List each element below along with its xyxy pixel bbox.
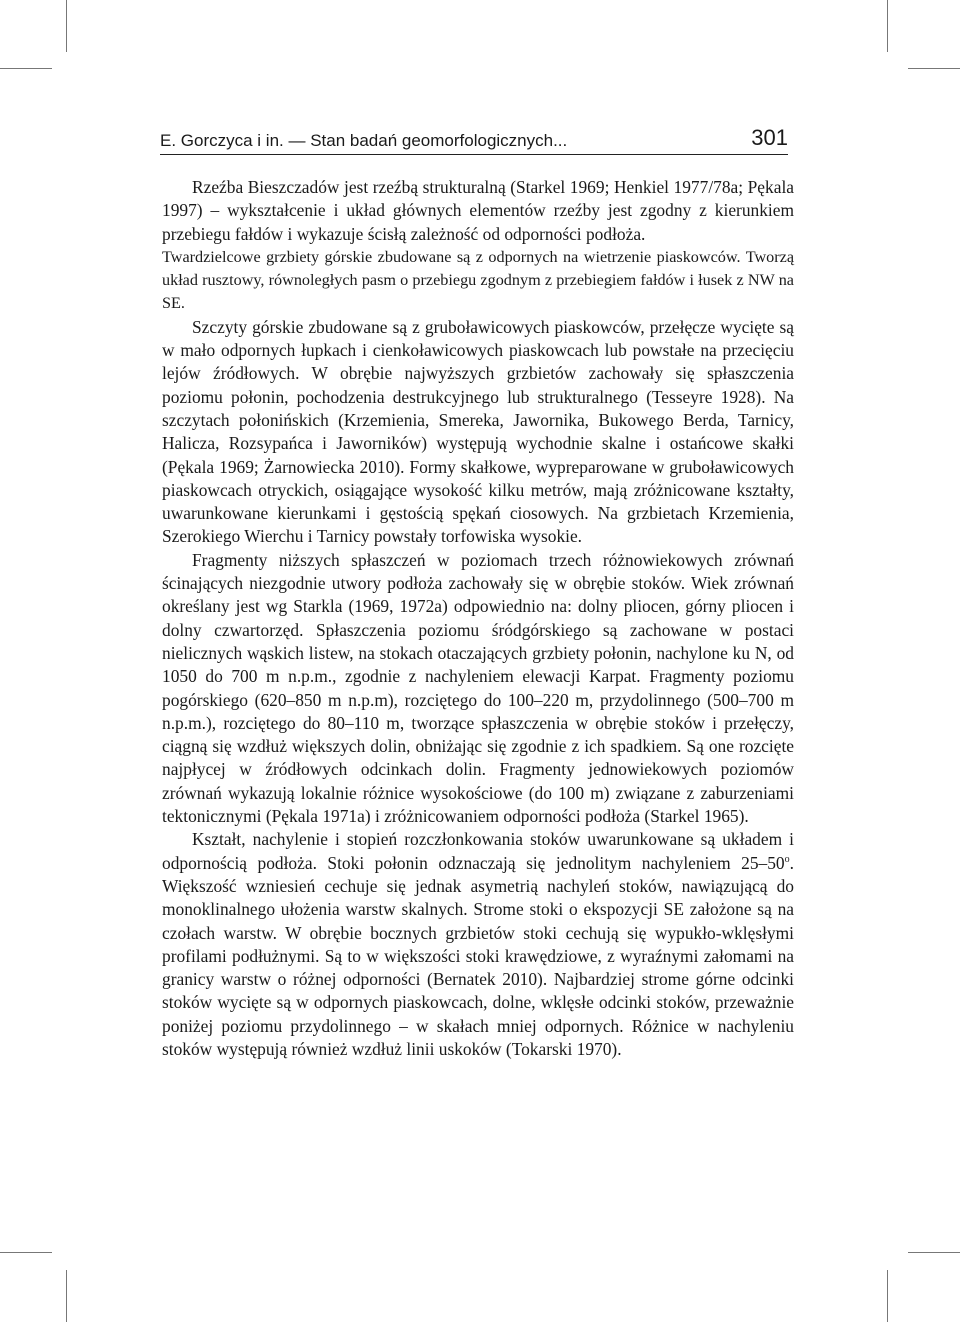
paragraph-1: Rzeźba Bieszczadów jest rzeźbą strukturalną (Starkel 1969; Henkiel 1977/78a; Pękala 1997) – wykształcenie i układ głównych elementów rzeźby jest zgodny z kierunkiem przebiegu fałdów i wykazuje ścisłą zależność od odporności podłoża.	[162, 177, 794, 244]
page-number: 301	[751, 125, 788, 150]
paragraph-2: Twardzielcowe grzbiety górskie zbudowane są z odpornych na wietrzenie piaskowców. Tworzą układ rusztowy, równoległych pasm o przebiegu zgodnym z przebiegiem fałdów i łusek z NW na SE.	[162, 247, 794, 313]
crop-mark-top-right-h	[908, 68, 960, 69]
crop-mark-top-left	[66, 0, 67, 52]
crop-mark-top-left-h	[0, 68, 52, 69]
paragraph-3: Szczyty górskie zbudowane są z gruboławicowych piaskowców, przełęcze wycięte są w mało odpornych łupkach i cienkoławicowych piaskowcach lub powstałe na przecięciu lejów źródłowych. W obrębie najwyższych grzbietów zachowały się spłaszczenia poziomu połonin, pochodzenia destrukcyjnego lub strukturalnego (Tesseyre 1928). Na szczytach połonińskich (Krzemienia, Smereka, Jawornika, Bukowego Berda, Tarnicy, Halicza, Rozsypańca i Jaworników) występują wychodnie skalne i ostańcowe skałki (Pękala 1969; Żarnowiecka 2010). Formy skałkowe, wypreparowane w gruboławicowych piaskowcach otryckich, osiągające wysokość kilku metrów, mają zróżnicowane kształty, uwarunkowane kierunkami i gęstością spękań ciosowych. Na grzbietach Krzemienia, Szerokiego Wierchu i Tarnicy powstały torfowiska wysokie.	[162, 316, 794, 547]
running-head: E. Gorczyca i in. — Stan badań geomorfologicznych...	[160, 131, 568, 150]
paragraph-5-text-before: Kształt, nachylenie i stopień rozczłonkowania stoków uwarunkowane są układem i odpornością podłoża. Stoki połonin odznaczają się jednolitym nachyleniem 25–50	[162, 829, 794, 873]
crop-mark-bottom-left	[66, 1270, 67, 1322]
crop-mark-bottom-right-h	[908, 1252, 960, 1253]
paragraph-5-text-after: . Większość wzniesień cechuje się jednak asymetrią nachyleń stoków, nawiązującą do monoklinalnego ułożenia warstw skalnych. Strome stoki o ekspozycji SE założone są na czołach warstw. W obrębie bocznych grzbietów stoki cechują się wypukło-wklęsłymi profilami podłużnymi. Są to w większości stoki krawędziowe, z wyraźnymi załomami na granicy warstw o różnej odporności (Bernatek 2010). Najbardziej strome górne odcinki stoków wycięte są w odpornych piaskowcach, dolne, wklęsłe odcinki stoków, przeważnie poniżej poziomu przydolinnego – w skałach mniej odpornych. Różnice w nachyleniu stoków występują również wzdłuż linii uskoków (Tokarski 1970).	[162, 852, 794, 1059]
crop-mark-bottom-right	[887, 1270, 888, 1322]
crop-mark-top-right	[887, 0, 888, 52]
degree-superscript: o	[784, 853, 790, 865]
page-header	[160, 118, 788, 155]
body-text	[162, 176, 794, 1061]
crop-mark-bottom-left-h	[0, 1252, 52, 1253]
paragraph-5	[162, 828, 794, 1061]
paragraph-4: Fragmenty niższych spłaszczeń w poziomach trzech różnowiekowych zrównań ścinających niezgodnie utwory podłoża zachowały się w obrębie stoków. Wiek zrównań określany jest wg Starkla (1969, 1972a) odpowiednio na: dolny pliocen, górny pliocen i dolny czwartorzęd. Spłaszczenia poziomu śródgórskiego są zachowane w postaci nielicznych wąskich listew, na stokach otaczających grzbiety połonin, nachylone ku N, od 1050 do 700 m n.p.m., zgodnie z nachyleniem elewacji Karpat. Fragmenty poziomu pogórskiego (620–850 m n.p.m), rozciętego do 100–220 m, przydolinnego (500–700 m n.p.m.), rozciętego do 80–110 m, tworzące spłaszczenia w obrębie stoków i przełęczy, ciągną się wzdłuż większych dolin, obniżając się zgodnie z ich spadkiem. Są one rozcięte najpłycej w źródłowych odcinkach dolin. Fragmenty jednowiekowych poziomów zrównań wykazują lokalnie różnice wysokościowe (do 100 m) związane z zaburzeniami tektonicznymi (Pękala 1971a) i zróżnicowaniem odporności podłoża (Starkel 1965).	[162, 549, 794, 827]
